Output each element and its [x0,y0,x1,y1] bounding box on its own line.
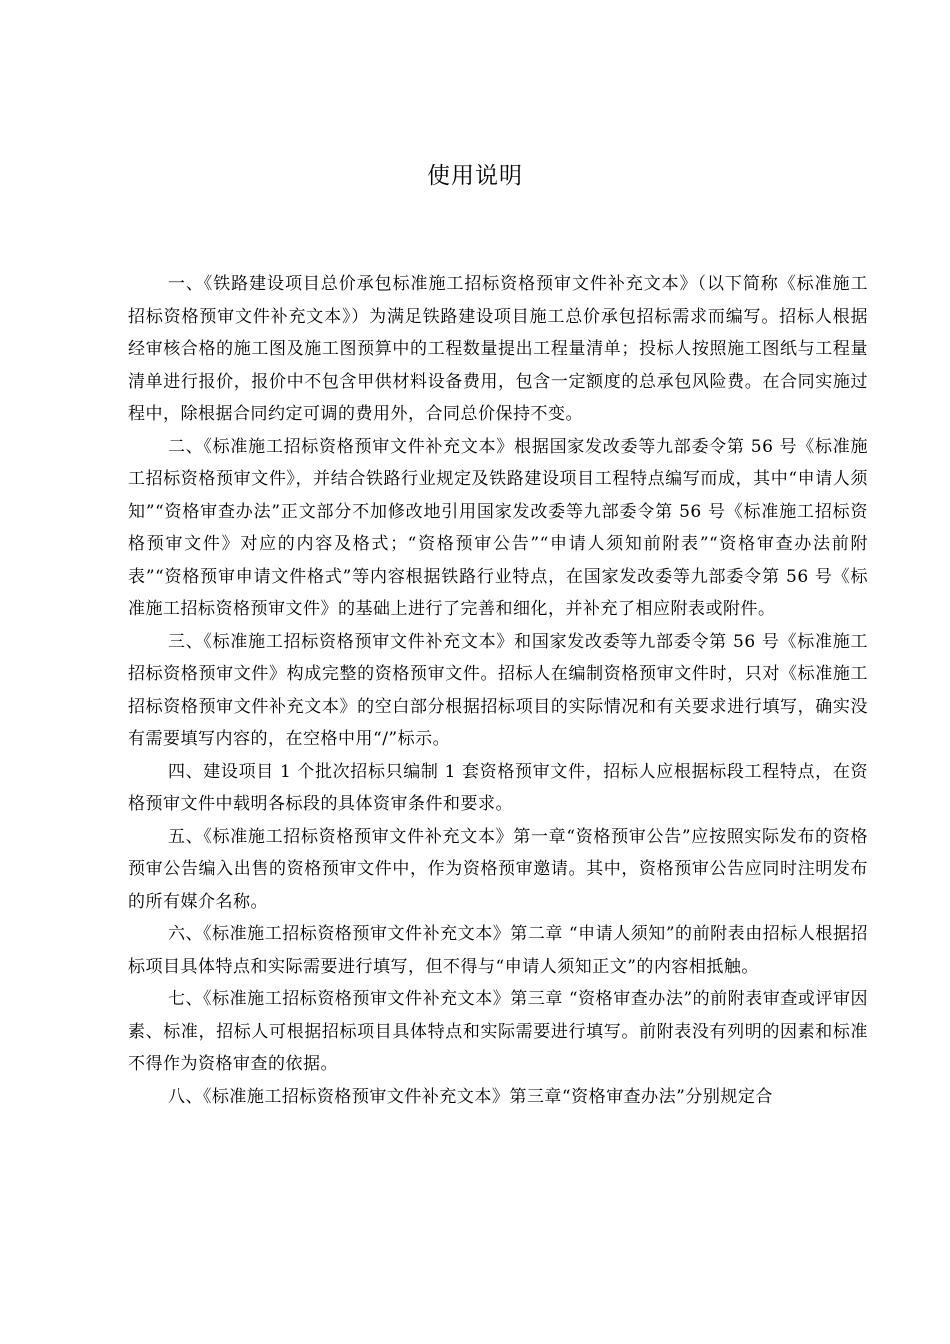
paragraph-3: 三、《标准施工招标资格预审文件补充文本》和国家发改委等九部委令第 56 号《标准施工招标资格预审文件》构成完整的资格预审文件。招标人在编制资格预审文件时，只对《标准施工招标资格预审文件补充文本》的空白部分根据招标项目的实际情况和有关要求进行填写，确实没有需要填写内容的，在空格中用“/”标示。 [128,631,868,749]
paragraph-1: 一、《铁路建设项目总价承包标准施工招标资格预审文件补充文本》（以下简称《标准施工招标资格预审文件补充文本》）为满足铁路建设项目施工总价承包招标需求而编写。招标人根据经审核合格的施工图及施工图预算中的工程数量提出工程量清单；投标人按照施工图纸与工程量清单进行报价，报价中不包含甲供材料设备费用，包含一定额度的总承包风险费。在合同实施过程中，除根据合同约定可调的费用外，合同总价保持不变。 [128,274,868,424]
paragraph-7: 七、《标准施工招标资格预审文件补充文本》第三章 “资格审查办法”的前附表审查或评审因素、标准，招标人可根据招标项目具体特点和实际需要进行填写。前附表没有列明的因素和标准不得作为资格审查的依据。 [128,989,868,1074]
paragraph-6: 六、《标准施工招标资格预审文件补充文本》第二章 “申请人须知”的前附表由招标人根据招标项目具体特点和实际需要进行填写，但不得与“申请人须知正文”的内容相抵触。 [128,924,868,977]
paragraph-8: 八、《标准施工招标资格预审文件补充文本》第三章“资格审查办法”分别规定合 [167,1086,773,1107]
page-title: 使用说明 [427,163,523,189]
document-body [128,268,868,1113]
paragraph-2: 二、《标准施工招标资格预审文件补充文本》根据国家发改委等九部委令第 56 号《标准施工招标资格预审文件》，并结合铁路行业规定及铁路建设项目工程特点编写而成，其中“申请人须知”“资格审查办法”正文部分不加修改地引用国家发改委等九部委令第 56 号《标准施工招标资格预审文件》对应的内容及格式；“资格预审公告”“申请人须知前附表”“资格审查办法前附表”“资格预审申请文件格式”等内容根据铁路行业特点，在国家发改委等九部委令第 56 号《标准施工招标资格预审文件》的基础上进行了完善和细化，并补充了相应附表或附件。 [128,436,868,619]
paragraph-4: 四、建设项目 1 个批次招标只编制 1 套资格预审文件，招标人应根据标段工程特点，在资格预审文件中载明各标段的具体资审条件和要求。 [128,761,868,814]
paragraph-5: 五、《标准施工招标资格预审文件补充文本》第一章“资格预审公告”应按照实际发布的资格预审公告编入出售的资格预审文件中，作为资格预审邀请。其中，资格预审公告应同时注明发布的所有媒介名称。 [128,826,868,912]
